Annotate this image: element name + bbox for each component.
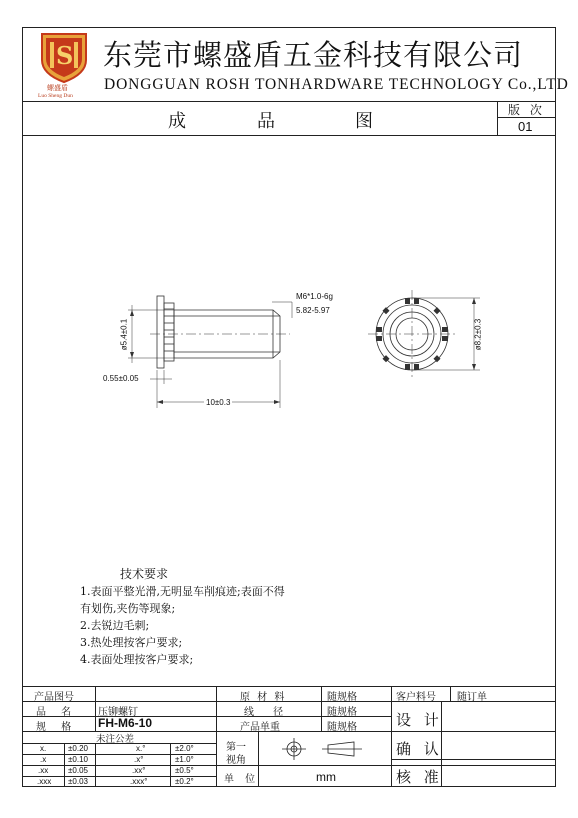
requirement-line: 有划伤,夹伤等现象; [80,602,176,615]
tol-cell: ±0.03 [68,777,88,786]
name-label: 品 名 [36,707,78,718]
thread-spec: M6*1.0-6g [296,292,333,301]
knurl-section [164,303,174,361]
title-char-3: 图 [355,111,373,132]
tol-cell: ±0.2° [175,777,194,786]
material-label: 原 材 料 [240,692,287,703]
tol-cell: ±0.05 [68,766,88,775]
name-value: 压铆螺钉 [98,707,138,718]
weight-label: 产品单重 [240,722,280,733]
tol-cell: .xx° [132,766,146,775]
approve-label: 核 准 [396,768,443,786]
tol-cell: ±0.10 [68,755,88,764]
logo-letter: S [56,41,74,70]
thread-range: 5.82-5.97 [296,306,330,315]
tol-cell: .x [40,755,47,764]
spec-label: 规 格 [36,722,78,733]
tol-cell: .x° [134,755,144,764]
design-label: 设 计 [396,711,443,729]
company-name-cn: 东莞市螺盛盾五金科技有限公司 [103,38,524,72]
requirement-line: 2.去锐边毛刺; [80,619,150,632]
requirement-line: 1.表面平整光滑,无明显车削痕迹;表面不得 [80,585,285,598]
end-diameter-dim: ø8.2±0.3 [473,318,483,351]
material-value: 随规格 [327,692,357,703]
requirement-line: 4.表面处理按客户要求; [80,653,194,666]
tol-cell: x.° [136,744,146,753]
version-label: 版 次 [508,103,545,117]
unit-label: 单 位 [224,774,260,785]
logo-script: 螺盛盾 [47,84,68,92]
logo-subtitle: Luo Sheng Dun [38,93,73,99]
weight-value: 随规格 [327,722,357,733]
angle-label-2: 视角 [226,755,246,766]
tol-cell: ±0.20 [68,744,88,753]
wire-value: 随规格 [327,707,357,718]
company-name-en: DONGGUAN ROSH TONHARDWARE TECHNOLOGY Co.,LTD [104,76,569,93]
customer-no-label: 客户料号 [396,692,436,703]
product-no-label: 产品图号 [34,692,74,703]
title-char-2: 品 [257,111,275,132]
wire-label: 线 径 [244,707,292,718]
customer-no-value: 随订单 [457,692,487,703]
tol-cell: ±1.0° [175,755,194,764]
shank-diameter-dim: ø5.4±0.1 [119,318,129,351]
first-angle-projection-icon [280,737,370,761]
requirement-line: 3.热处理按客户要求; [80,636,183,649]
tol-cell: ±2.0° [175,744,194,753]
tol-cell: .xx [38,766,49,775]
confirm-label: 确 认 [396,740,443,758]
requirements-heading: 技术要求 [120,567,169,581]
tolerance-heading: 未注公差 [96,734,135,745]
tol-cell: ±0.5° [175,766,194,775]
tol-cell: x. [40,744,47,753]
length-dim: 10±0.3 [206,398,231,407]
version-value: 01 [518,119,533,134]
spec-value: FH-M6-10 [98,716,153,730]
unit-value: mm [316,770,336,784]
angle-label-1: 第一 [226,742,246,753]
head-flange [157,296,164,368]
tol-cell: .xxx° [130,777,148,786]
tol-cell: .xxx [37,777,52,786]
title-char-1: 成 [168,111,186,132]
head-thickness-dim: 0.55±0.05 [103,374,139,383]
